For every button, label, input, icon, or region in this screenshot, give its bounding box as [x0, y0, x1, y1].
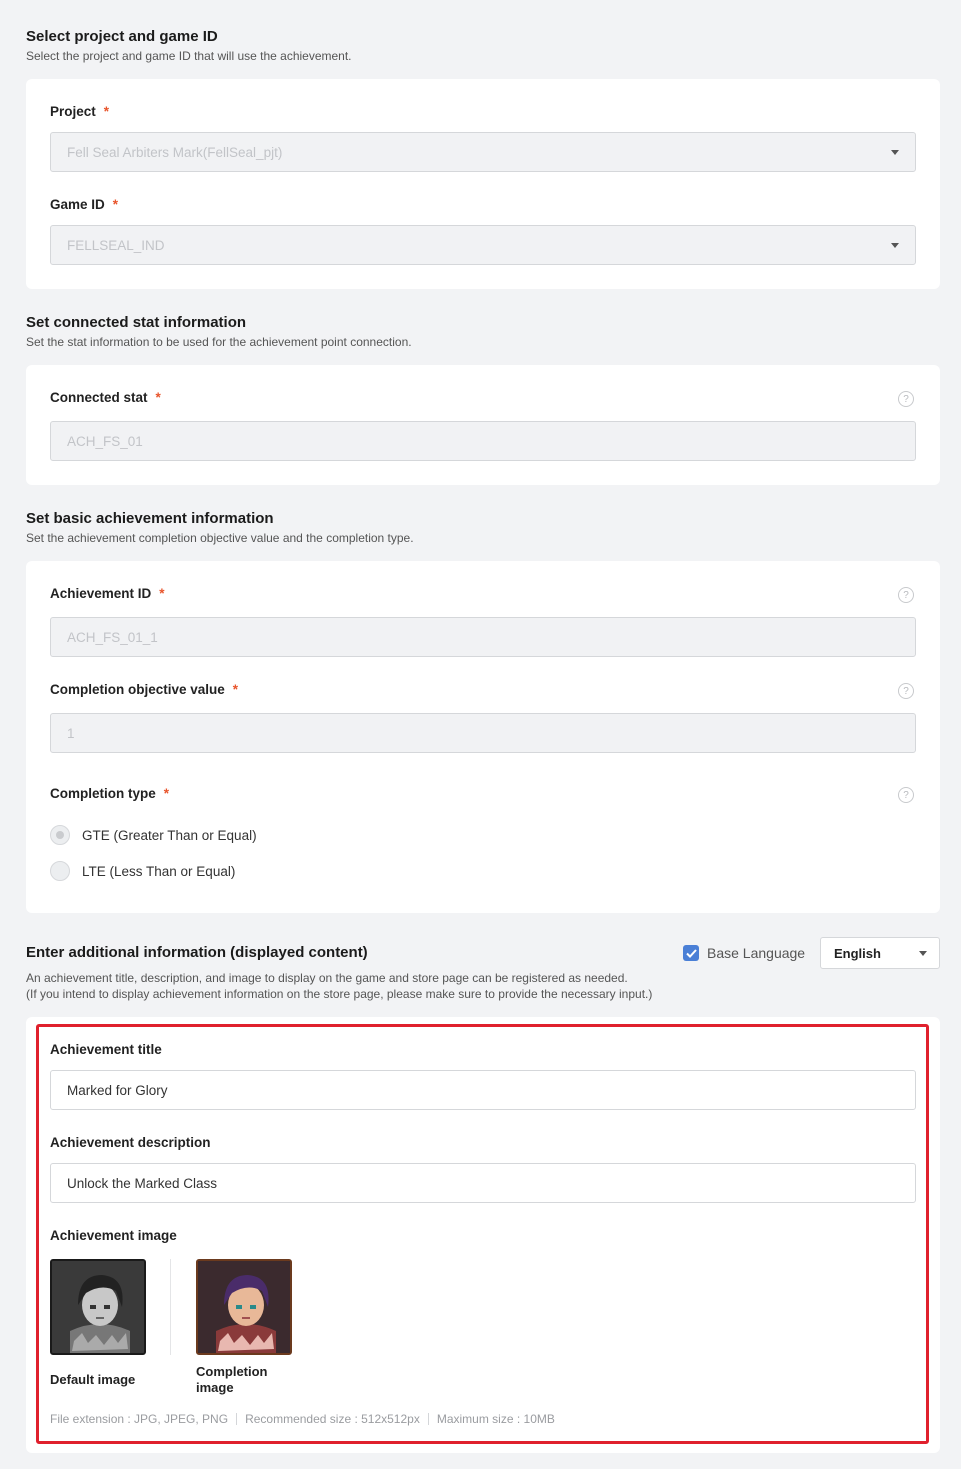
ach-desc-input-value: Unlock the Marked Class [67, 1175, 218, 1191]
radio-button[interactable] [50, 861, 70, 881]
required-mark: * [112, 197, 119, 212]
radio-gte[interactable] [50, 825, 257, 845]
required-mark: * [232, 682, 239, 697]
chevron-down-icon [891, 150, 899, 155]
section-title-project: Select project and game ID [26, 28, 218, 45]
image-divider [170, 1259, 171, 1355]
base-language-label: Base Language [707, 945, 806, 961]
section-desc-stat: Set the stat information to be used for the achievement point connection. [26, 335, 412, 349]
section-title-basic: Set basic achievement information [26, 510, 274, 527]
project-select-value: Fell Seal Arbiters Mark(FellSeal_pjt) [67, 144, 283, 160]
help-icon[interactable]: ? [898, 391, 914, 407]
file-extension-text: File extension : JPG, JPEG, PNG [50, 1412, 229, 1426]
required-mark: * [103, 104, 110, 119]
stat-input-value: ACH_FS_01 [67, 433, 143, 449]
project-card [26, 79, 940, 289]
default-image[interactable] [50, 1259, 146, 1355]
required-mark: * [159, 586, 165, 601]
achid-label: Achievement ID * [50, 586, 165, 601]
section-title-additional: Enter additional information (displayed content) [26, 944, 368, 961]
section-desc-basic: Set the achievement completion objective value and the completion type. [26, 531, 414, 545]
objective-input[interactable] [50, 713, 916, 753]
stat-input[interactable] [50, 421, 916, 461]
file-requirements [50, 1412, 555, 1426]
completion-image[interactable] [196, 1259, 292, 1355]
ach-image-label: Achievement image [50, 1228, 177, 1243]
radio-lte[interactable] [50, 861, 235, 881]
required-mark: * [155, 390, 161, 405]
section-title-stat: Set connected stat information [26, 314, 247, 331]
recommended-size-text: Recommended size : 512x512px [245, 1412, 420, 1426]
completion-image-label: Completion image [196, 1364, 268, 1395]
language-select[interactable] [820, 937, 940, 969]
checkbox-checked-icon[interactable] [683, 945, 699, 961]
gameid-label: Game ID * [50, 197, 119, 212]
objective-label: Completion objective value * [50, 682, 239, 697]
basic-card [26, 561, 940, 913]
help-icon[interactable]: ? [898, 587, 914, 603]
help-icon[interactable]: ? [898, 683, 914, 699]
section-desc-additional-2: (If you intend to display achievement information on the store page, please make sure to provide the necessary input.) [26, 987, 653, 1001]
maximum-size-text: Maximum size : 10MB [436, 1412, 555, 1426]
section-desc-project: Select the project and game ID that will use the achievement. [26, 49, 352, 63]
type-label: Completion type * [50, 786, 170, 801]
gameid-select-value: FELLSEAL_IND [67, 237, 165, 253]
chevron-down-icon [891, 243, 899, 248]
ach-title-input-value: Marked for Glory [67, 1082, 168, 1098]
section-desc-additional-1: An achievement title, description, and image to display on the game and store page can be registered as needed. [26, 971, 628, 985]
ach-title-label: Achievement title [50, 1042, 162, 1057]
gameid-select[interactable] [50, 225, 916, 265]
ach-desc-input[interactable] [50, 1163, 916, 1203]
radio-button-selected[interactable] [50, 825, 70, 845]
ach-title-input[interactable] [50, 1070, 916, 1110]
language-select-value: English [834, 945, 881, 961]
base-language-toggle[interactable] [683, 945, 805, 961]
stat-label: Connected stat * [50, 390, 161, 405]
help-icon[interactable]: ? [898, 787, 914, 803]
default-image-label: Default image [50, 1372, 136, 1387]
radio-lte-label: LTE (Less Than or Equal) [82, 863, 236, 879]
ach-desc-label: Achievement description [50, 1135, 211, 1150]
achid-input[interactable] [50, 617, 916, 657]
objective-input-value: 1 [67, 725, 75, 741]
project-label: Project * [50, 104, 110, 119]
chevron-down-icon [919, 951, 927, 956]
radio-gte-label: GTE (Greater Than or Equal) [82, 827, 257, 843]
required-mark: * [163, 786, 170, 801]
project-select[interactable] [50, 132, 916, 172]
stat-card [26, 365, 940, 485]
achid-input-value: ACH_FS_01_1 [67, 629, 158, 645]
